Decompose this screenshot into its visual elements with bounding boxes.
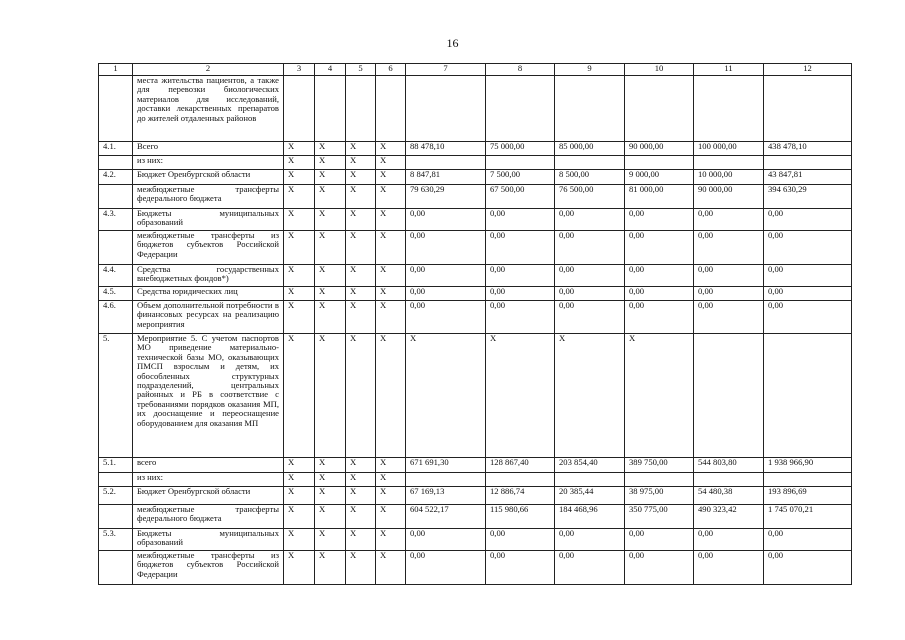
- table-row: [99, 142, 852, 156]
- column-header: 2: [133, 64, 284, 76]
- value-cell: Х: [284, 170, 315, 185]
- value-cell: [625, 76, 694, 142]
- table-row: [99, 487, 852, 505]
- value-cell: 85 000,00: [555, 142, 625, 156]
- value-cell: 90 000,00: [625, 142, 694, 156]
- value-cell: Х: [284, 142, 315, 156]
- value-cell: 7 500,00: [486, 170, 555, 185]
- value-cell: 389 750,00: [625, 458, 694, 473]
- value-cell: 43 847,81: [764, 170, 852, 185]
- value-cell: 0,00: [694, 301, 764, 334]
- value-cell: Х: [555, 334, 625, 458]
- value-cell: 0,00: [764, 287, 852, 301]
- value-cell: 0,00: [555, 231, 625, 265]
- value-cell: 0,00: [625, 265, 694, 287]
- value-cell: [315, 76, 346, 142]
- value-cell: 1 938 966,90: [764, 458, 852, 473]
- value-cell: 604 522,17: [406, 505, 486, 529]
- description-cell: Мероприятие 5. С учетом паспортов МО приведение материально-технической базы МО, оказывающих ПМСП взрослым и детям, их обособленных структурных подразделений, центральных районных и РБ в соответствие с требованиями порядков оказания МП, их дооснащение и переоснащение оборудованием для оказания МП: [133, 334, 284, 458]
- table-row: [99, 458, 852, 473]
- description-cell: межбюджетные трансферты из бюджетов субъектов Российской Федерации: [133, 551, 284, 585]
- value-cell: 12 886,74: [486, 487, 555, 505]
- row-number-cell: 4.2.: [99, 170, 133, 185]
- value-cell: 0,00: [625, 231, 694, 265]
- value-cell: Х: [376, 334, 406, 458]
- table-row: [99, 473, 852, 487]
- description-cell: Всего: [133, 142, 284, 156]
- value-cell: 0,00: [406, 301, 486, 334]
- value-cell: [764, 156, 852, 170]
- value-cell: 0,00: [694, 529, 764, 551]
- row-number-cell: 4.3.: [99, 209, 133, 231]
- value-cell: 0,00: [486, 551, 555, 585]
- value-cell: Х: [315, 473, 346, 487]
- value-cell: Х: [284, 156, 315, 170]
- column-header: 9: [555, 64, 625, 76]
- column-header: 8: [486, 64, 555, 76]
- table-row: [99, 209, 852, 231]
- value-cell: Х: [284, 505, 315, 529]
- value-cell: Х: [346, 156, 376, 170]
- value-cell: Х: [376, 142, 406, 156]
- value-cell: Х: [284, 301, 315, 334]
- value-cell: 0,00: [486, 231, 555, 265]
- value-cell: Х: [486, 334, 555, 458]
- header-row: [99, 64, 852, 76]
- row-number-cell: [99, 505, 133, 529]
- row-number-cell: 5.2.: [99, 487, 133, 505]
- value-cell: 90 000,00: [694, 185, 764, 209]
- value-cell: 0,00: [486, 265, 555, 287]
- value-cell: [486, 76, 555, 142]
- value-cell: Х: [284, 458, 315, 473]
- value-cell: Х: [376, 265, 406, 287]
- value-cell: Х: [346, 487, 376, 505]
- table-row: [99, 301, 852, 334]
- value-cell: [486, 156, 555, 170]
- value-cell: 9 000,00: [625, 170, 694, 185]
- value-cell: 0,00: [625, 209, 694, 231]
- value-cell: Х: [376, 529, 406, 551]
- value-cell: Х: [376, 487, 406, 505]
- row-number-cell: 4.1.: [99, 142, 133, 156]
- value-cell: 67 169,13: [406, 487, 486, 505]
- row-number-cell: [99, 231, 133, 265]
- value-cell: Х: [346, 185, 376, 209]
- value-cell: Х: [376, 231, 406, 265]
- value-cell: Х: [346, 473, 376, 487]
- column-header: 3: [284, 64, 315, 76]
- value-cell: Х: [346, 551, 376, 585]
- value-cell: 0,00: [694, 265, 764, 287]
- row-number-cell: 4.6.: [99, 301, 133, 334]
- value-cell: [406, 76, 486, 142]
- value-cell: [555, 76, 625, 142]
- value-cell: Х: [376, 551, 406, 585]
- row-number-cell: [99, 76, 133, 142]
- value-cell: Х: [284, 551, 315, 585]
- value-cell: 0,00: [555, 287, 625, 301]
- description-cell: Бюджет Оренбургской области: [133, 170, 284, 185]
- value-cell: Х: [376, 185, 406, 209]
- table-row: [99, 265, 852, 287]
- value-cell: 0,00: [406, 265, 486, 287]
- value-cell: Х: [315, 551, 346, 585]
- value-cell: Х: [406, 334, 486, 458]
- table-row: [99, 231, 852, 265]
- value-cell: Х: [346, 142, 376, 156]
- value-cell: [486, 473, 555, 487]
- value-cell: Х: [346, 301, 376, 334]
- value-cell: Х: [315, 185, 346, 209]
- column-header: 4: [315, 64, 346, 76]
- value-cell: 54 480,38: [694, 487, 764, 505]
- value-cell: [346, 76, 376, 142]
- value-cell: [625, 473, 694, 487]
- column-header: 12: [764, 64, 852, 76]
- value-cell: 438 478,10: [764, 142, 852, 156]
- value-cell: 544 803,80: [694, 458, 764, 473]
- value-cell: Х: [346, 287, 376, 301]
- value-cell: 0,00: [486, 301, 555, 334]
- table-row: [99, 505, 852, 529]
- value-cell: 0,00: [764, 265, 852, 287]
- value-cell: 193 896,69: [764, 487, 852, 505]
- value-cell: Х: [315, 156, 346, 170]
- value-cell: Х: [284, 209, 315, 231]
- value-cell: Х: [315, 287, 346, 301]
- value-cell: Х: [315, 265, 346, 287]
- table-row: [99, 287, 852, 301]
- value-cell: 0,00: [406, 231, 486, 265]
- row-number-cell: [99, 185, 133, 209]
- value-cell: 0,00: [764, 551, 852, 585]
- value-cell: Х: [625, 334, 694, 458]
- column-header: 7: [406, 64, 486, 76]
- value-cell: [694, 334, 764, 458]
- value-cell: Х: [284, 487, 315, 505]
- value-cell: [694, 473, 764, 487]
- row-number-cell: 4.5.: [99, 287, 133, 301]
- value-cell: [694, 156, 764, 170]
- value-cell: 0,00: [486, 209, 555, 231]
- table-row: [99, 334, 852, 458]
- value-cell: 1 745 070,21: [764, 505, 852, 529]
- value-cell: 671 691,30: [406, 458, 486, 473]
- description-cell: межбюджетные трансферты из бюджетов субъектов Российской Федерации: [133, 231, 284, 265]
- value-cell: Х: [284, 265, 315, 287]
- value-cell: 0,00: [406, 287, 486, 301]
- value-cell: 0,00: [486, 287, 555, 301]
- value-cell: 0,00: [625, 301, 694, 334]
- value-cell: 0,00: [694, 209, 764, 231]
- column-header: 11: [694, 64, 764, 76]
- value-cell: Х: [284, 473, 315, 487]
- value-cell: Х: [376, 156, 406, 170]
- value-cell: Х: [284, 287, 315, 301]
- value-cell: Х: [346, 265, 376, 287]
- table-row: [99, 156, 852, 170]
- value-cell: 0,00: [625, 529, 694, 551]
- table-row: [99, 185, 852, 209]
- value-cell: Х: [346, 529, 376, 551]
- value-cell: 8 500,00: [555, 170, 625, 185]
- value-cell: Х: [346, 170, 376, 185]
- value-cell: Х: [346, 334, 376, 458]
- value-cell: Х: [376, 301, 406, 334]
- value-cell: Х: [376, 209, 406, 231]
- value-cell: 203 854,40: [555, 458, 625, 473]
- table-row: [99, 529, 852, 551]
- value-cell: 0,00: [555, 301, 625, 334]
- value-cell: 0,00: [625, 551, 694, 585]
- value-cell: 0,00: [486, 529, 555, 551]
- value-cell: 79 630,29: [406, 185, 486, 209]
- value-cell: Х: [346, 458, 376, 473]
- column-header: 6: [376, 64, 406, 76]
- description-cell: Средства государственных внебюджетных фондов*): [133, 265, 284, 287]
- value-cell: 0,00: [694, 551, 764, 585]
- row-number-cell: 5.3.: [99, 529, 133, 551]
- table-row: [99, 170, 852, 185]
- row-number-cell: [99, 473, 133, 487]
- value-cell: 115 980,66: [486, 505, 555, 529]
- description-cell: Бюджеты муниципальных образований: [133, 529, 284, 551]
- table-row: [99, 76, 852, 142]
- value-cell: 128 867,40: [486, 458, 555, 473]
- value-cell: Х: [284, 529, 315, 551]
- column-header: 10: [625, 64, 694, 76]
- value-cell: 0,00: [694, 231, 764, 265]
- budget-table: [98, 63, 852, 585]
- value-cell: [764, 473, 852, 487]
- row-number-cell: 4.4.: [99, 265, 133, 287]
- description-cell: Бюджеты муниципальных образований: [133, 209, 284, 231]
- value-cell: Х: [376, 287, 406, 301]
- value-cell: 0,00: [764, 209, 852, 231]
- value-cell: 490 323,42: [694, 505, 764, 529]
- value-cell: Х: [315, 505, 346, 529]
- value-cell: Х: [315, 231, 346, 265]
- description-cell: межбюджетные трансферты федерального бюджета: [133, 505, 284, 529]
- value-cell: 0,00: [555, 209, 625, 231]
- value-cell: [555, 156, 625, 170]
- value-cell: 0,00: [555, 529, 625, 551]
- row-number-cell: [99, 551, 133, 585]
- table-row: [99, 551, 852, 585]
- value-cell: [376, 76, 406, 142]
- value-cell: 0,00: [764, 529, 852, 551]
- value-cell: 100 000,00: [694, 142, 764, 156]
- value-cell: 184 468,96: [555, 505, 625, 529]
- value-cell: 81 000,00: [625, 185, 694, 209]
- value-cell: 0,00: [764, 231, 852, 265]
- value-cell: [555, 473, 625, 487]
- value-cell: Х: [346, 505, 376, 529]
- description-cell: Объем дополнительной потребности в финансовых ресурсах на реализацию мероприятия: [133, 301, 284, 334]
- value-cell: 0,00: [555, 265, 625, 287]
- description-cell: из них:: [133, 156, 284, 170]
- value-cell: [406, 473, 486, 487]
- value-cell: Х: [315, 487, 346, 505]
- value-cell: Х: [376, 505, 406, 529]
- value-cell: 10 000,00: [694, 170, 764, 185]
- value-cell: Х: [315, 209, 346, 231]
- value-cell: 0,00: [764, 301, 852, 334]
- value-cell: [406, 156, 486, 170]
- value-cell: Х: [315, 458, 346, 473]
- value-cell: Х: [315, 529, 346, 551]
- value-cell: Х: [346, 209, 376, 231]
- row-number-cell: 5.: [99, 334, 133, 458]
- description-cell: места жительства пациентов, а также для перевозки биологических материалов для исследований, доставки лекарственных препаратов до жителей отдаленных районов: [133, 76, 284, 142]
- value-cell: 394 630,29: [764, 185, 852, 209]
- value-cell: Х: [315, 334, 346, 458]
- value-cell: 67 500,00: [486, 185, 555, 209]
- value-cell: Х: [284, 231, 315, 265]
- value-cell: 0,00: [694, 287, 764, 301]
- value-cell: Х: [315, 142, 346, 156]
- value-cell: Х: [284, 334, 315, 458]
- description-cell: всего: [133, 458, 284, 473]
- page-number: 16: [446, 36, 459, 50]
- value-cell: [625, 156, 694, 170]
- description-cell: Средства юридических лиц: [133, 287, 284, 301]
- value-cell: [764, 334, 852, 458]
- value-cell: Х: [376, 458, 406, 473]
- value-cell: Х: [284, 185, 315, 209]
- description-cell: межбюджетные трансферты федерального бюджета: [133, 185, 284, 209]
- row-number-cell: 5.1.: [99, 458, 133, 473]
- value-cell: 0,00: [406, 551, 486, 585]
- column-header: 1: [99, 64, 133, 76]
- value-cell: 20 385,44: [555, 487, 625, 505]
- value-cell: 0,00: [406, 529, 486, 551]
- value-cell: [764, 76, 852, 142]
- value-cell: 0,00: [555, 551, 625, 585]
- value-cell: [284, 76, 315, 142]
- description-cell: Бюджет Оренбургской области: [133, 487, 284, 505]
- value-cell: 0,00: [406, 209, 486, 231]
- value-cell: 0,00: [625, 287, 694, 301]
- value-cell: [694, 76, 764, 142]
- value-cell: 8 847,81: [406, 170, 486, 185]
- value-cell: 76 500,00: [555, 185, 625, 209]
- value-cell: 75 000,00: [486, 142, 555, 156]
- column-header: 5: [346, 64, 376, 76]
- row-number-cell: [99, 156, 133, 170]
- value-cell: Х: [376, 170, 406, 185]
- value-cell: 38 975,00: [625, 487, 694, 505]
- description-cell: из них:: [133, 473, 284, 487]
- value-cell: 350 775,00: [625, 505, 694, 529]
- value-cell: Х: [376, 473, 406, 487]
- value-cell: Х: [315, 301, 346, 334]
- value-cell: 88 478,10: [406, 142, 486, 156]
- value-cell: Х: [346, 231, 376, 265]
- value-cell: Х: [315, 170, 346, 185]
